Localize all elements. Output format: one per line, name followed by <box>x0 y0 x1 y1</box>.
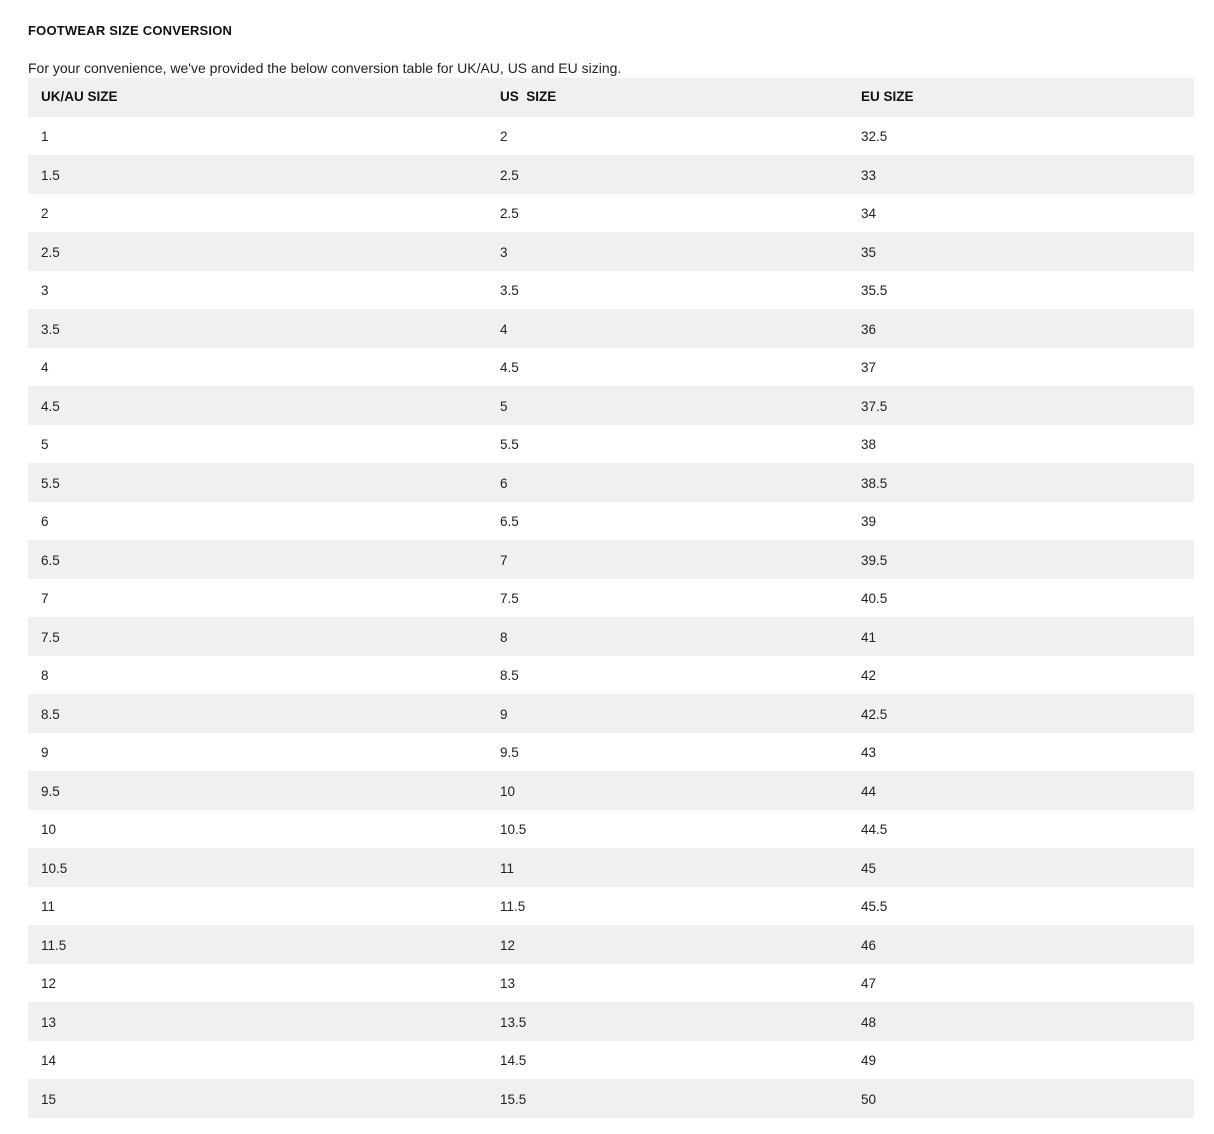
us-size-cell: 7 <box>500 552 508 568</box>
uk-au-size-cell: 11.5 <box>41 937 67 953</box>
table-row <box>28 810 1194 849</box>
eu-size-cell: 48 <box>861 1014 877 1030</box>
eu-size-cell: 38 <box>861 437 877 453</box>
uk-au-size-cell: 11 <box>41 899 56 915</box>
table-row <box>28 617 1194 656</box>
table-row <box>28 656 1194 695</box>
table-row <box>28 502 1194 541</box>
table-row <box>28 579 1194 618</box>
us-size-cell: 3.5 <box>500 283 519 299</box>
uk-au-size-cell: 8.5 <box>41 706 60 722</box>
table-row <box>28 463 1194 502</box>
table-row <box>28 386 1194 425</box>
eu-size-cell: 40.5 <box>861 591 888 607</box>
uk-au-size-cell: 7.5 <box>41 629 60 645</box>
us-size-cell: 3 <box>500 244 508 260</box>
table-row <box>28 1041 1194 1080</box>
eu-size-cell: 43 <box>861 745 877 761</box>
us-size-cell: 7.5 <box>500 591 519 607</box>
uk-au-size-cell: 1 <box>41 129 49 145</box>
table-row <box>28 925 1194 964</box>
us-size-cell: 4.5 <box>500 360 519 376</box>
uk-au-size-cell: 10 <box>41 822 57 838</box>
table-body <box>28 117 1194 1118</box>
table-row <box>28 771 1194 810</box>
uk-au-size-cell: 5.5 <box>41 475 60 491</box>
table-row <box>28 271 1194 310</box>
eu-size-cell: 33 <box>861 167 877 183</box>
us-size-cell: 13.5 <box>500 1014 527 1030</box>
us-size-cell: 11 <box>500 860 515 876</box>
column-header-us: US SIZE <box>500 88 557 104</box>
table-row <box>28 117 1194 156</box>
uk-au-size-cell: 3 <box>41 283 49 299</box>
table-row <box>28 887 1194 926</box>
us-size-cell: 11.5 <box>500 899 526 915</box>
eu-size-cell: 44 <box>861 783 877 799</box>
uk-au-size-cell: 9 <box>41 745 49 761</box>
table-row <box>28 232 1194 271</box>
eu-size-cell: 35 <box>861 244 877 260</box>
uk-au-size-cell: 3.5 <box>41 321 60 337</box>
us-size-cell: 13 <box>500 976 516 992</box>
us-size-cell: 6 <box>500 475 508 491</box>
us-size-cell: 10.5 <box>500 822 527 838</box>
us-size-cell: 6.5 <box>500 514 519 530</box>
eu-size-cell: 35.5 <box>861 283 888 299</box>
uk-au-size-cell: 6 <box>41 514 49 530</box>
page-title: FOOTWEAR SIZE CONVERSION <box>28 23 233 38</box>
eu-size-cell: 37.5 <box>861 398 888 414</box>
eu-size-cell: 34 <box>861 206 877 222</box>
table-row <box>28 348 1194 387</box>
uk-au-size-cell: 4 <box>41 360 49 376</box>
uk-au-size-cell: 7 <box>41 591 49 607</box>
uk-au-size-cell: 14 <box>41 1053 57 1069</box>
eu-size-cell: 38.5 <box>861 475 888 491</box>
us-size-cell: 2 <box>500 129 508 145</box>
eu-size-cell: 44.5 <box>861 822 888 838</box>
eu-size-cell: 45.5 <box>861 899 888 915</box>
uk-au-size-cell: 10.5 <box>41 860 68 876</box>
table-row <box>28 540 1194 579</box>
eu-size-cell: 47 <box>861 976 877 992</box>
us-size-cell: 10 <box>500 783 516 799</box>
column-header-eu: EU SIZE <box>861 88 914 104</box>
eu-size-cell: 32.5 <box>861 129 888 145</box>
table-row <box>28 1002 1194 1041</box>
table-row <box>28 1079 1194 1118</box>
eu-size-cell: 42.5 <box>861 706 888 722</box>
table-header <box>28 78 1194 117</box>
uk-au-size-cell: 4.5 <box>41 398 60 414</box>
uk-au-size-cell: 5 <box>41 437 49 453</box>
table-row <box>28 848 1194 887</box>
us-size-cell: 14.5 <box>500 1053 527 1069</box>
table-row <box>28 155 1194 194</box>
eu-size-cell: 39 <box>861 514 877 530</box>
us-size-cell: 2.5 <box>500 206 519 222</box>
uk-au-size-cell: 9.5 <box>41 783 60 799</box>
us-size-cell: 8 <box>500 629 508 645</box>
uk-au-size-cell: 12 <box>41 976 57 992</box>
table-row <box>28 733 1194 772</box>
uk-au-size-cell: 15 <box>41 1091 57 1107</box>
table-row <box>28 309 1194 348</box>
size-conversion-table <box>28 78 1194 1118</box>
us-size-cell: 5.5 <box>500 437 519 453</box>
eu-size-cell: 37 <box>861 360 877 376</box>
eu-size-cell: 39.5 <box>861 552 888 568</box>
eu-size-cell: 50 <box>861 1091 877 1107</box>
uk-au-size-cell: 1.5 <box>41 167 60 183</box>
uk-au-size-cell: 6.5 <box>41 552 60 568</box>
us-size-cell: 15.5 <box>500 1091 527 1107</box>
uk-au-size-cell: 2 <box>41 206 49 222</box>
eu-size-cell: 36 <box>861 321 877 337</box>
eu-size-cell: 45 <box>861 860 877 876</box>
uk-au-size-cell: 13 <box>41 1014 57 1030</box>
eu-size-cell: 49 <box>861 1053 877 1069</box>
us-size-cell: 9 <box>500 706 508 722</box>
us-size-cell: 2.5 <box>500 167 519 183</box>
uk-au-size-cell: 2.5 <box>41 244 60 260</box>
intro-text: For your convenience, we've provided the below conversion table for UK/AU, US and EU sizing. <box>28 60 622 76</box>
eu-size-cell: 46 <box>861 937 877 953</box>
us-size-cell: 5 <box>500 398 508 414</box>
us-size-cell: 8.5 <box>500 668 519 684</box>
uk-au-size-cell: 8 <box>41 668 49 684</box>
us-size-cell: 12 <box>500 937 516 953</box>
table-row <box>28 425 1194 464</box>
table-row <box>28 694 1194 733</box>
us-size-cell: 9.5 <box>500 745 519 761</box>
column-header-uk-au: UK/AU SIZE <box>41 88 118 104</box>
table-row <box>28 964 1194 1003</box>
eu-size-cell: 41 <box>861 629 877 645</box>
table-row <box>28 194 1194 233</box>
table-header-row <box>28 78 1194 117</box>
eu-size-cell: 42 <box>861 668 877 684</box>
us-size-cell: 4 <box>500 321 508 337</box>
